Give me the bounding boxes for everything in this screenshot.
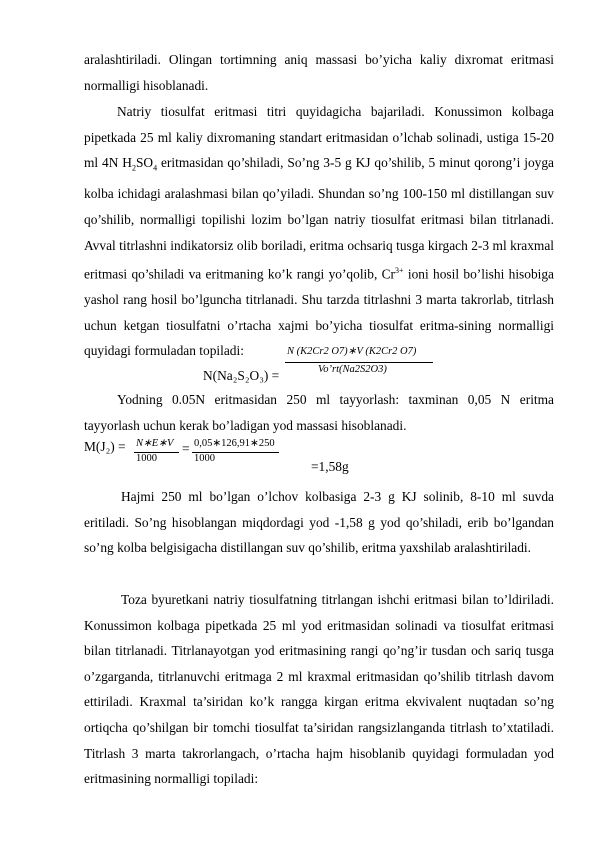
subscript-4: 4 (153, 163, 158, 173)
paragraph-2-text-c: eritmasidan qo’shiladi, So’ng 3-5 g KJ qo’shilib, 5 minut qorong’i joyga kolba ichidagi aralashmasi bilan qo’yiladi. Shundan so’ng 100-150 ml distillangan suv qo’shilib, normalligi topilishi lozim bo’lgan natriy tiosulfat eritmasi bilan titrlanadi. Avval titrlashni indikatorsiz olib boriladi, eritma ochsariq tusga kirgach 2-3 ml kraxmal eritmasi qo’shiladi va eritmaning ko’k rangi yo’qolib, Cr (84, 155, 554, 282)
paragraph-4: Hajmi 250 ml bo’lgan o’lchov kolbasiga 2-3 g KJ solinib, 8-10 ml suvda eritiladi. So’ng hisoblangan miqdordagi yod -1,58 g yod qo’shiladi, erib bo’lgandan so’ng kolba belgisigacha distillangan suv qo’shilib, eritma yaxshilab aralashtiriladi. (84, 489, 554, 556)
formula-2-denominator-2: 1000 (194, 453, 215, 464)
formula-1-denominator: Vo’rt(Na2S2O3) (318, 364, 387, 375)
paragraph-3: Yodning 0.05N eritmasidan 250 ml tayyorlash: taxminan 0,05 N eritma tayyorlash uchun kerak bo’ladigan yod massasi hisoblanadi. (84, 392, 554, 433)
formula-2-denominator-1: 1000 (136, 453, 157, 464)
formula-1-left: N(Na₂S₂O₃) = (203, 368, 280, 383)
paragraph-2 (84, 99, 554, 364)
subscript-2: 2 (131, 163, 136, 173)
formula-2-numerator-2: 0,05∗126,91∗250 (194, 438, 275, 449)
formula-2-result: =1,58g (311, 459, 349, 474)
paragraph-5: Toza byuretkani natriy tiosulfatning titrlangan ishchi eritmasi bilan to’ldiriladi. Konussimon kolbaga pipetkada 25 ml yod eritmasidan solinadi va tiosulfat eritmasi bilan titrlanadi. Titrlanayotgan yod eritmasining rangi qo’ng’ir tusdan och sariq tusga o’zgarganda, titrlanuvchi eritmaga 2 ml kraxmal eritmasidan qo’shilib titrlash davom ettiriladi. Kraxmal ta’siridan ko’k rangga kirgan eritma ekvivalent nuqtadan so’ng ortiqcha qo’shilgan bir tomchi tiosulfat ta’siridan rangsizlanganda titrlash to’xtatiladi. Titrlash 3 marta takrorlangach, o’rtacha hajm hisoblanib quyidagi formuladan yod eritmasining normalligi topiladi: (84, 592, 554, 787)
formula-2-equals: = (182, 441, 190, 456)
paragraph-2-text-d: ioni hosil bo’lishi hisobiga yashol rang hosil bo’lguncha titrlanadi. Shu tarzda titrlashni 3 marta takrorlab, titrlash uchun ketgan tiosulfatni o’rtacha xajmi bo’yicha tiosulfat eritma-sining normalligi quyidagi formuladan topiladi: (84, 266, 554, 359)
paragraph-1: aralashtiriladi. Olingan tortimning aniq massasi bo’yicha kaliy dixromat eritmasi normalligi hisoblanadi. (84, 52, 554, 93)
formula-1-numerator: N (K2Cr2 O7)∗V (K2Cr2 O7) (287, 346, 417, 357)
formula-2-left: M(J₂) = (84, 439, 126, 454)
cr-charge-superscript: 3+ (395, 266, 404, 276)
paragraph-2-text-a: Natriy tiosulfat eritmasi titri quyidagicha bajariladi. Konussimon kolbaga pipetkada 25 ml kaliy dixromaning standart eritmasidan o’lchab solinadi, ustiga 15-20 ml 4N H (84, 104, 554, 171)
formula-2-numerator-1: N∗E∗V (136, 438, 174, 449)
formula-1-fraction-line (285, 362, 433, 363)
paragraph-2-text-b: SO (135, 155, 154, 171)
